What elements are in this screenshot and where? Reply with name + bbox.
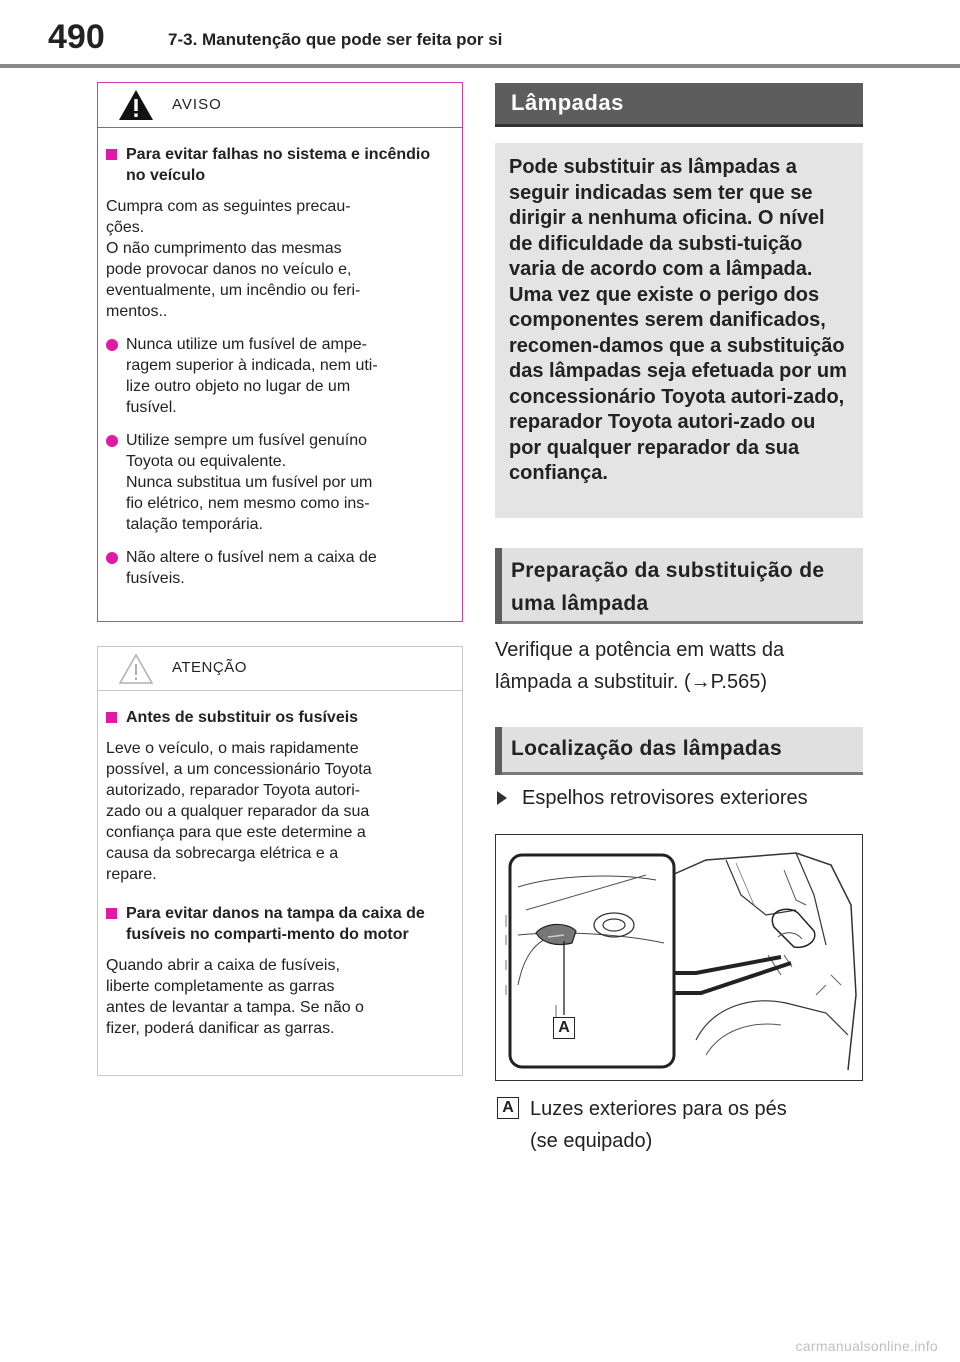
warning-item [104, 547, 448, 589]
watermark[interactable]: carmanualsonline.info [795, 1338, 938, 1354]
caution-section-text: Quando abrir a caixa de fusíveis, liberte completamente as garras antes de levantar a tampa. Se não o fizer, poderá danificar as garras. [106, 957, 364, 1037]
square-bullet-icon [106, 712, 117, 723]
section-header-preparacao [495, 548, 863, 624]
warning-title: AVISO [172, 96, 222, 113]
square-bullet-icon [106, 149, 117, 160]
preparacao-text-line2: lâmpada a substituir. (→P.565) [495, 671, 768, 693]
caution-box [97, 646, 463, 1076]
car-mirror-illustration [496, 835, 863, 1081]
section-header-lampadas [495, 83, 863, 127]
caution-title: ATENÇÃO [172, 659, 247, 676]
caution-section [104, 903, 448, 945]
warning-intro: Cumpra com as seguintes precau- ções. O não cumprimento das mesmas pode provocar danos no veículo e, eventualmente, um incêndio ou feri- mentos.. [106, 198, 361, 320]
warning-section [104, 144, 448, 186]
warning-item [104, 334, 448, 418]
section-title: Localização das lâmpadas [511, 737, 782, 760]
bullet-text: Espelhos retrovisores exteriores [522, 787, 808, 809]
warning-triangle-icon [118, 89, 154, 121]
section-title: Lâmpadas [511, 90, 624, 115]
warning-section-title: Para evitar falhas no sistema e incêndio no veículo [126, 146, 431, 184]
section-header-localizacao [495, 727, 863, 775]
square-bullet-icon [106, 908, 117, 919]
warning-item-text: Nunca utilize um fusível de ampe- ragem superior à indicada, nem uti- lize outro objeto no lugar de um fusível. [126, 336, 378, 416]
warning-item [104, 430, 448, 535]
section-title: Preparação da substituição de uma lâmpada [511, 559, 825, 615]
callout-a-label: A [553, 1017, 575, 1039]
dot-bullet-icon [106, 552, 118, 564]
mirror-light-illustration [495, 834, 863, 1081]
caution-section-title: Para evitar danos na tampa da caixa de fusíveis no comparti-mento do motor [126, 905, 425, 943]
legend-text-line2: (se equipado) [530, 1130, 653, 1152]
legend-text-line1: Luzes exteriores para os pés [530, 1098, 787, 1120]
preparacao-text-line1: Verifique a potência em watts da [495, 639, 785, 661]
triangle-bullet-icon [497, 791, 507, 805]
warning-header [98, 83, 462, 128]
page-number: 490 [48, 18, 105, 56]
dot-bullet-icon [106, 435, 118, 447]
caution-section-text: Leve o veículo, o mais rapidamente possível, a um concessionário Toyota autorizado, reparador Toyota autori- zado ou a qualquer reparador da sua confiança para que este determine a causa da sobrecarga elétrica e a repare. [106, 740, 372, 883]
warning-box [97, 82, 463, 622]
warning-item-text: Não altere o fusível nem a caixa de fusíveis. [126, 549, 377, 587]
caution-section-title: Antes de substituir os fusíveis [126, 709, 359, 726]
dot-bullet-icon [106, 339, 118, 351]
caution-triangle-icon [118, 653, 154, 685]
caution-section [104, 707, 448, 728]
chapter-title: 7-3. Manutenção que pode ser feita por si [168, 30, 503, 49]
warning-item-text: Utilize sempre um fusível genuíno Toyota ou equivalente. Nunca substitua um fusível por um fio elétrico, nem mesmo como ins- talação temporária. [126, 432, 373, 533]
legend-a-label: A [497, 1097, 519, 1119]
lampadas-intro: Pode substituir as lâmpadas a seguir indicadas sem ter que se dirigir a nenhuma oficina. O nível de dificuldade da substi-tuição varia de acordo com a lâmpada. Uma vez que existe o perigo dos componentes serem danificados, recomen-damos que a substituição das lâmpadas seja efetuada por um concessionário Toyota autori-zado, reparador Toyota autori-zado ou por qualquer reparador da sua confiança. [509, 156, 847, 484]
header-rule [0, 64, 960, 68]
caution-header [98, 647, 462, 691]
lampadas-intro-box [495, 143, 863, 518]
